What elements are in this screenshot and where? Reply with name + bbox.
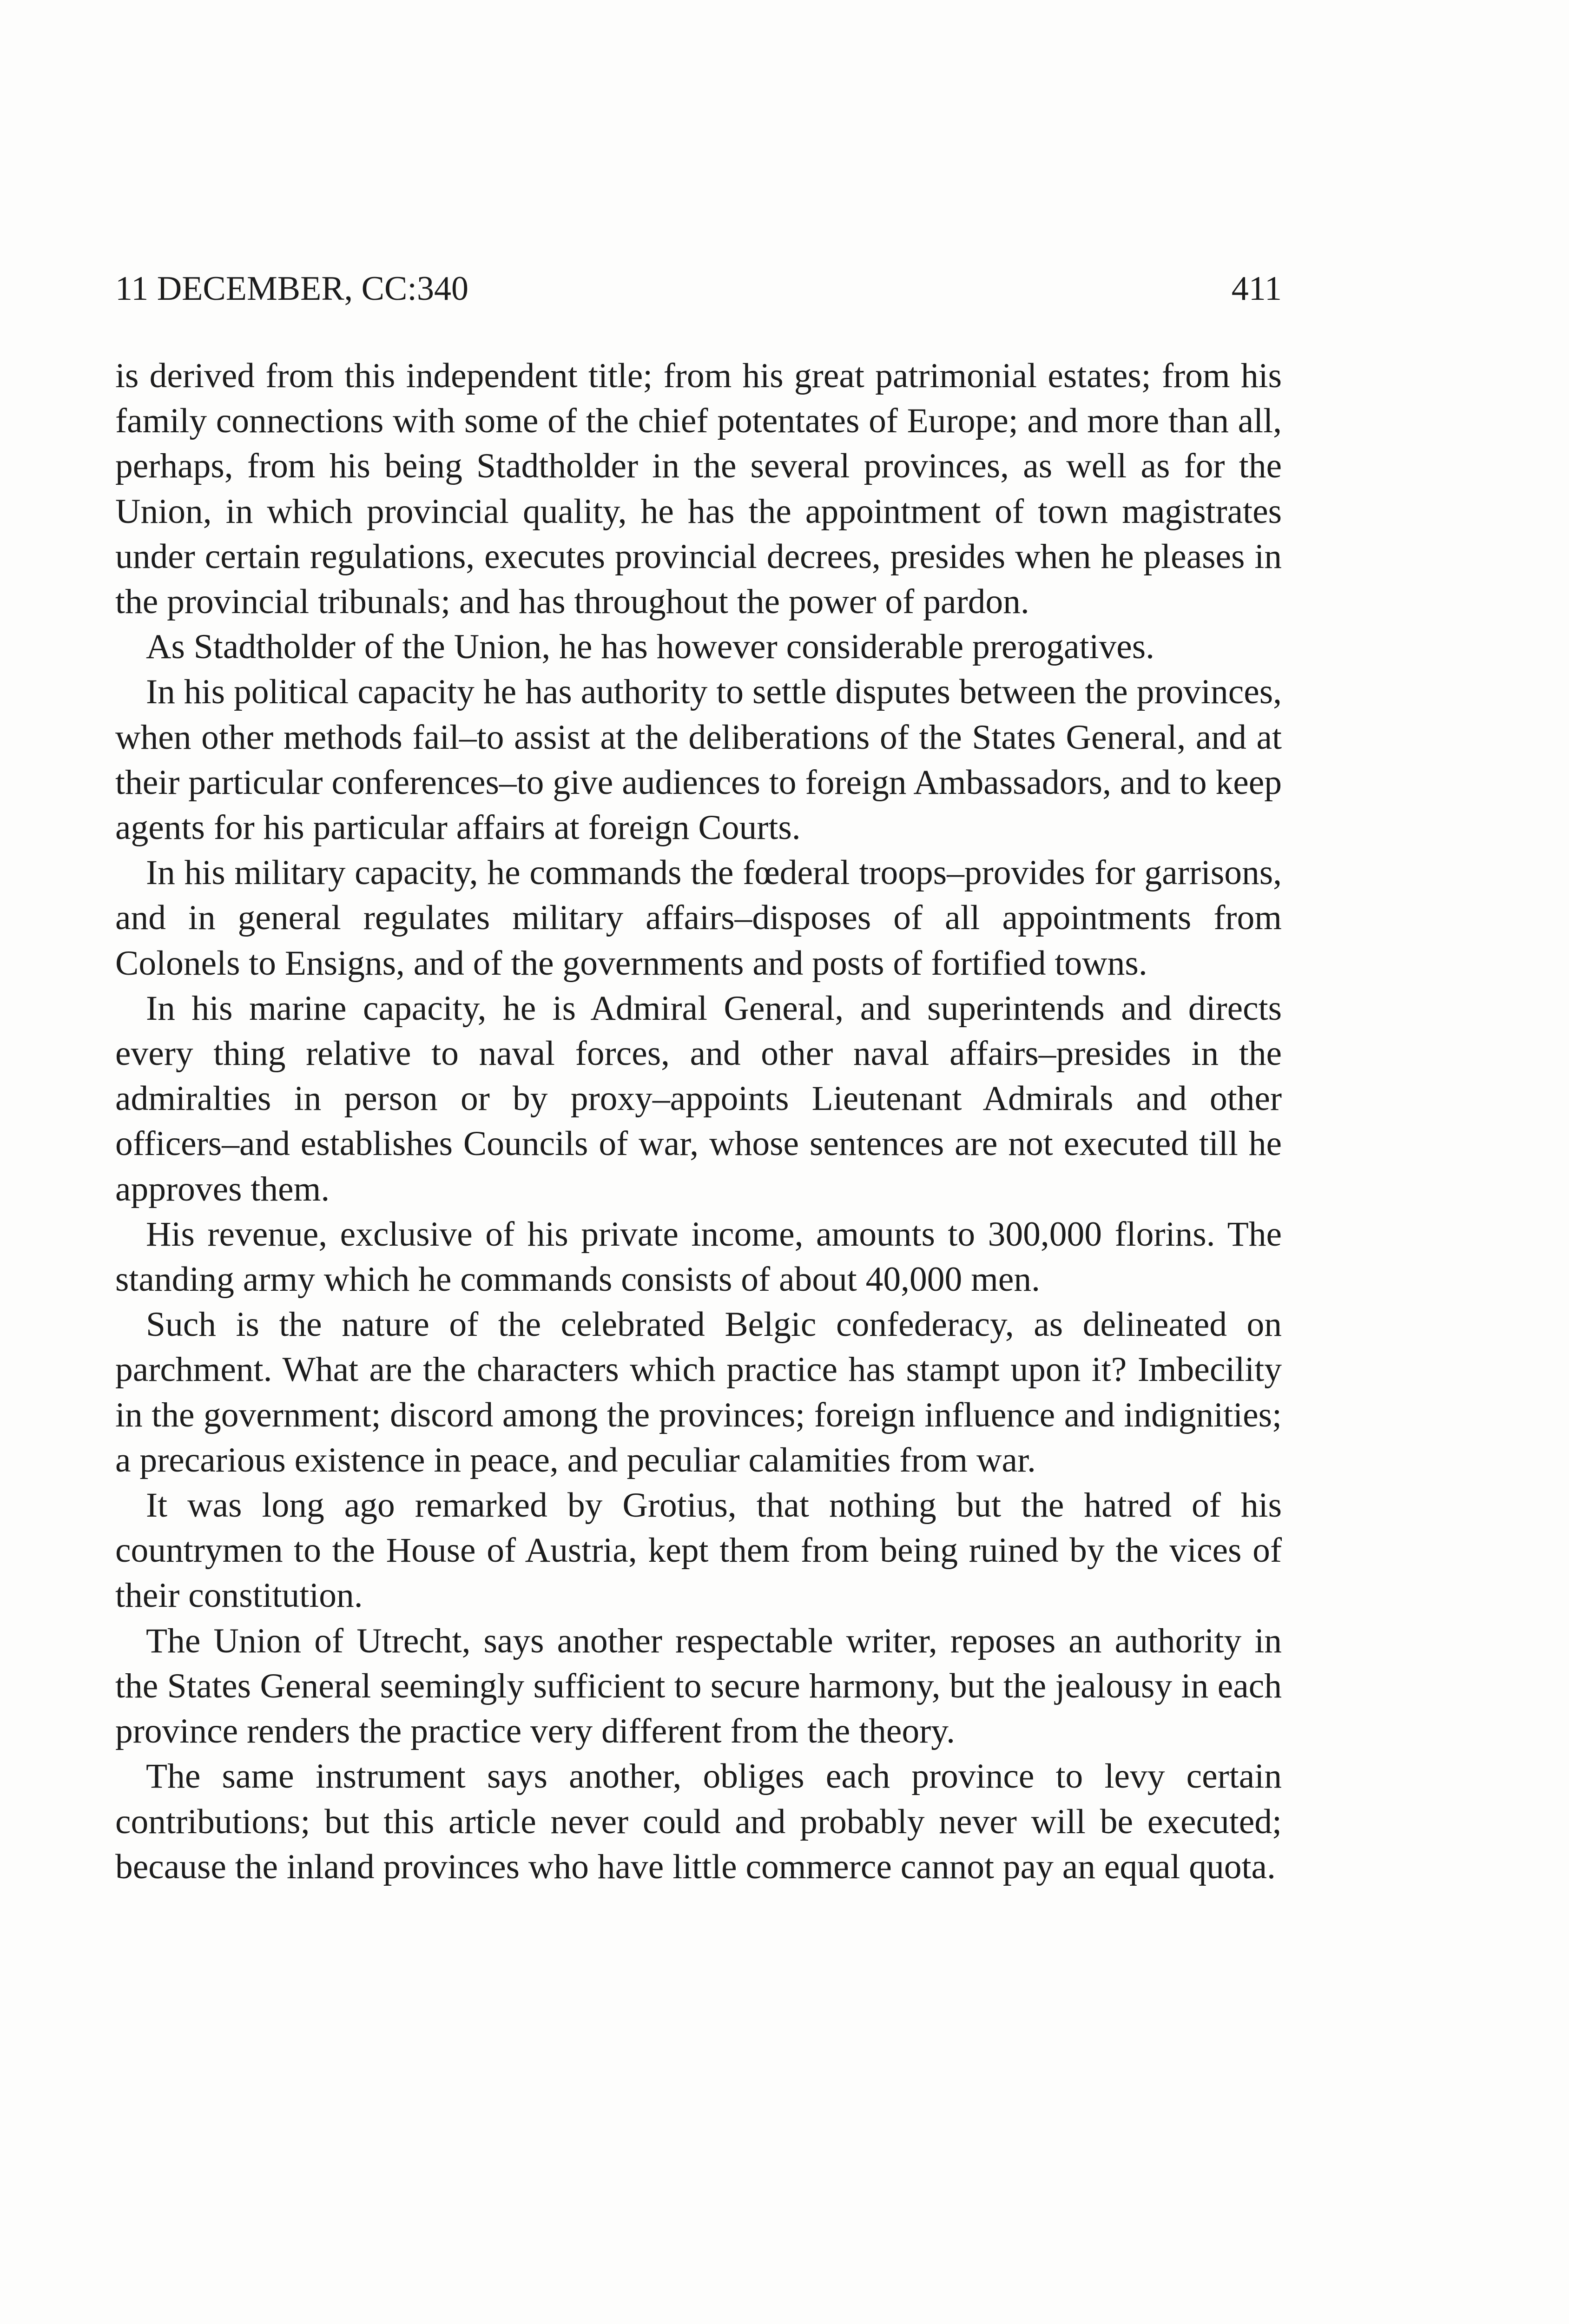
paragraph-military-capacity: In his military capacity, he commands the fœderal troops–provides for garrisons, and in general regulates military affairs–disposes of all appointments from Colonels to Ensigns, and of the governments and posts of fortified towns. — [115, 853, 1282, 983]
paragraph-revenue: His revenue, exclusive of his private income, amounts to 300,000 florins. The standing army which he commands consists of about 40,000 men. — [115, 1215, 1282, 1299]
text-body — [115, 353, 1282, 1889]
paragraph-grotius: It was long ago remarked by Grotius, that nothing but the hatred of his countrymen to the House of Austria, kept them from being ruined by the vices of their constitution. — [115, 1486, 1282, 1615]
paragraph-political-capacity: In his political capacity he has authority to settle disputes between the provinces, when other methods fail–to assist at the deliberations of the States General, and at their particular conferences–to give audiences to foreign Ambassadors, and to keep agents for his particular affairs at foreign Courts. — [115, 673, 1282, 847]
paragraph-stadtholder-prerogatives: As Stadtholder of the Union, he has however considerable prerogatives. — [146, 627, 1154, 667]
paragraph-continued: is derived from this independent title; from his great patrimonial estates; from his family connections with some of the chief potentates of Europe; and more than all, perhaps, from his being Stadtholder in the several provinces, as well as for the Union, in which provincial quality, he has the appointment of town magistrates under certain regulations, executes provincial decrees, presides when he pleases in the provincial tribunals; and has throughout the power of pardon. — [115, 357, 1282, 621]
page-number: 411 — [1231, 270, 1282, 308]
paragraph-union-of-utrecht: The Union of Utrecht, says another respectable writer, reposes an authority in the States General seemingly sufficient to secure harmony, but the jealousy in each province renders the practice very different from the theory. — [115, 1621, 1282, 1751]
running-head-title: 11 DECEMBER, CC:340 — [115, 270, 468, 308]
running-head — [115, 263, 1282, 314]
paragraph-marine-capacity: In his marine capacity, he is Admiral General, and superintends and directs every thing relative to naval forces, and other naval affairs–presides in the admiralties in person or by proxy–appoints Lieutenant Admirals and other officers–and establishes Councils of war, whose sentences are not executed till he approves them. — [115, 989, 1282, 1208]
paragraph-belgic-confederacy: Such is the nature of the celebrated Belgic confederacy, as delineated on parchment. What are the characters which practice has stampt upon it? Imbecility in the government; discord among the provinces; foreign influence and indignities; a precarious existence in peace, and peculiar calamities from war. — [115, 1305, 1282, 1479]
paragraph-contributions: The same instrument says another, obliges each province to levy certain contributions; but this article never could and probably never will be executed; because the inland provinces who have little commerce cannot pay an equal quota. — [115, 1757, 1282, 1886]
